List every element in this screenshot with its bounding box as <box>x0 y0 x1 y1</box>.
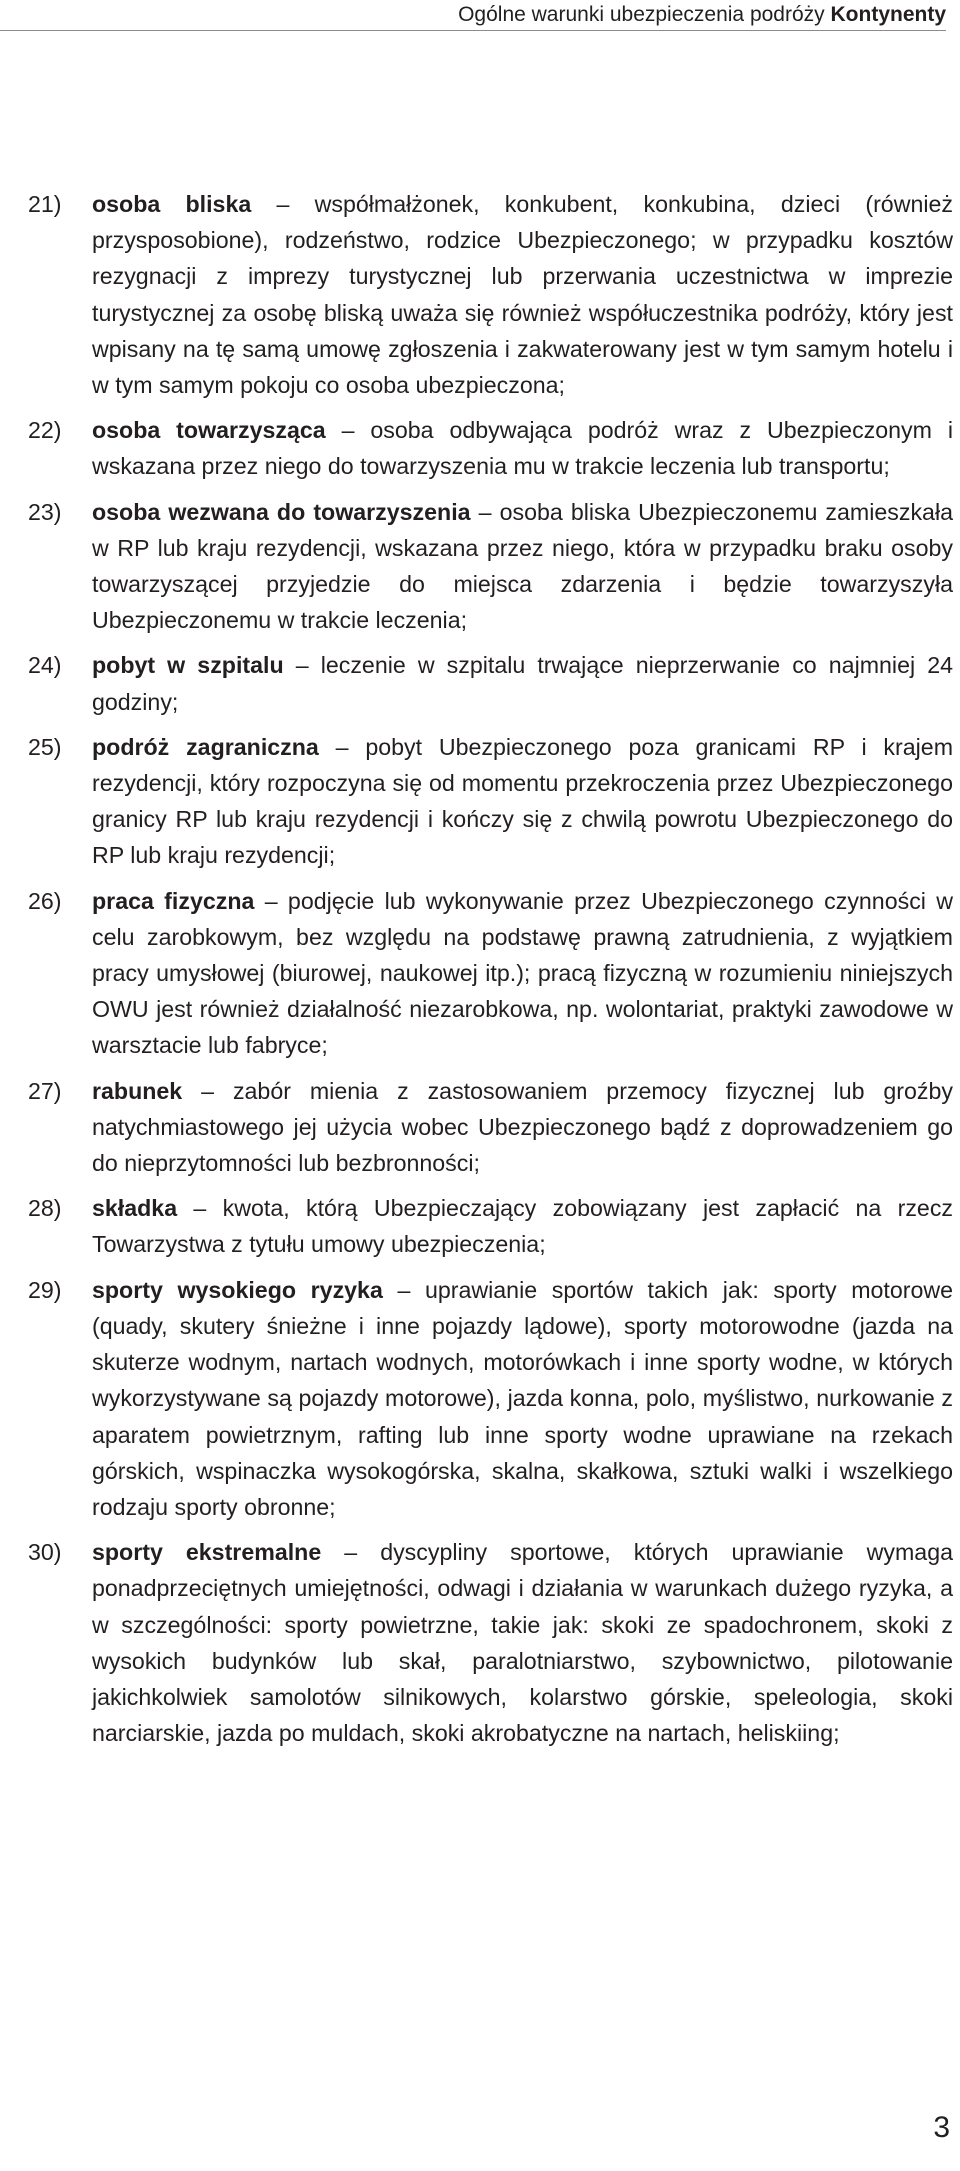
definition-number: 27) <box>28 1077 62 1104</box>
definition-term: rabunek <box>92 1077 183 1104</box>
definition-term: osoba towarzysząca <box>92 417 326 444</box>
definition-text: zabór mienia z zastosowaniem przemocy fizycznej lub groźby natychmiastowego jej użycia wobec Ubezpieczonego bądź z doprowadzeniem go do nieprzytomności lub bezbronności; <box>92 1077 954 1177</box>
definition-term: praca fizyczna <box>92 887 255 914</box>
definition-item <box>28 1272 953 1525</box>
definition-body: osoba towarzysząca – osoba odbywająca podróż wraz z Ubezpieczonym i wskazana przez niego do towarzyszenia mu w trakcie leczenia lub transportu; <box>92 417 954 480</box>
definition-text: osoba odbywająca podróż wraz z Ubezpieczonym i wskazana przez niego do towarzyszenia mu w trakcie leczenia lub transportu; <box>92 417 954 480</box>
definition-text: współmałżonek, konkubent, konkubina, dzieci (również przysposobione), rodzeństwo, rodzice Ubezpieczonego; w przypadku kosztów rezygnacji z imprezy turystycznej lub przerwania uczestnictwa w imprezie turystycznej za osobę bliską uważa się również współuczestnika podróży, który jest wpisany na tę samą umowę zgłoszenia i zakwaterowany jest w tym samym hotelu i w tym samym pokoju co osoba ubezpieczona; <box>92 191 953 399</box>
definition-text: leczenie w szpitalu trwające nieprzerwanie co najmniej 24 godziny; <box>92 652 953 715</box>
definition-text: kwota, którą Ubezpieczający zobowiązany jest zapłacić na rzecz Towarzystwa z tytułu umowy ubezpieczenia; <box>92 1195 954 1258</box>
definition-item <box>28 1190 953 1262</box>
definition-item <box>28 186 953 403</box>
product-name: Kontynenty <box>830 3 946 26</box>
definition-item <box>28 729 953 874</box>
definition-body: rabunek – zabór mienia z zastosowaniem przemocy fizycznej lub groźby natychmiastowego jej użycia wobec Ubezpieczonego bądź z doprowadzeniem go do nieprzytomności lub bezbronności; <box>92 1077 954 1177</box>
definition-term: sporty wysokiego ryzyka <box>92 1276 383 1303</box>
definition-number: 24) <box>28 652 62 679</box>
document-title: Ogólne warunki ubezpieczenia podróży <box>458 3 825 26</box>
definition-number: 26) <box>28 887 62 914</box>
definition-body: praca fizyczna – podjęcie lub wykonywanie przez Ubezpieczonego czynności w celu zarobkowym, bez względu na podstawę prawną zatrudnienia, z wyjątkiem pracy umysłowej (biurowej, naukowej itp.); pracą fizyczną w rozumieniu niniejszych OWU jest również działalność niezarobkowa, np. wolontariat, praktyki zawodowe w warsztacie lub fabryce; <box>92 887 953 1059</box>
definition-body: sporty ekstremalne – dyscypliny sportowe, których uprawianie wymaga ponadprzeciętnych umiejętności, odwagi i działania w warunkach dużego ryzyka, a w szczególności: sporty powietrzne, takie jak: skoki ze spadochronem, skoki z wysokich budynków lub skał, paralotniarstwo, szybownictwo, pilotowanie jakichkolwiek samolotów silnikowych, kolarstwo górskie, speleologia, skoki narciarskie, jazda po muldach, skoki akrobatyczne na nartach, heliskiing; <box>92 1539 953 1747</box>
definition-term: osoba bliska <box>92 191 252 217</box>
definition-item <box>28 647 953 719</box>
running-header <box>0 0 946 31</box>
definition-term: składka <box>92 1195 178 1222</box>
definition-body: pobyt w szpitalu – leczenie w szpitalu trwające nieprzerwanie co najmniej 24 godziny; <box>92 652 953 715</box>
definition-body: składka – kwota, którą Ubezpieczający zobowiązany jest zapłacić na rzecz Towarzystwa z tytułu umowy ubezpieczenia; <box>92 1195 954 1258</box>
definition-number: 28) <box>28 1195 62 1222</box>
definition-term: pobyt w szpitalu <box>92 652 284 679</box>
definition-item <box>28 883 953 1064</box>
definition-number: 23) <box>28 498 62 525</box>
definition-text: uprawianie sportów takich jak: sporty motorowe (quady, skutery śnieżne i inne pojazdy lądowe), sporty motorowodne (jazda na skuterze wodnym, nartach wodnych, motorówkach i inne sporty wodne, w których wykorzystywane są pojazdy motorowe), jazda konna, polo, myślistwo, nurkowanie z aparatem powietrznym, rafting lub inne sporty wodne uprawiane na rzekach górskich, wspinaczka wysokogórska, skalna, skałkowa, sztuki walki i wszelkiego rodzaju sporty obronne; <box>92 1276 953 1520</box>
definition-item <box>28 1534 953 1751</box>
definition-term: podróż zagraniczna <box>92 733 319 760</box>
definition-body: osoba wezwana do towarzyszenia – osoba bliska Ubezpieczonemu zamieszkała w RP lub kraju rezydencji, wskazana przez niego, która w przypadku braku osoby towarzyszącej przyjedzie do miejsca zdarzenia i będzie towarzyszyła Ubezpieczonemu w trakcie leczenia; <box>92 498 953 634</box>
definition-body: sporty wysokiego ryzyka – uprawianie sportów takich jak: sporty motorowe (quady, skutery śnieżne i inne pojazdy lądowe), sporty motorowodne (jazda na skuterze wodnym, nartach wodnych, motorówkach i inne sporty wodne, w których wykorzystywane są pojazdy motorowe), jazda konna, polo, myślistwo, nurkowanie z aparatem powietrznym, rafting lub inne sporty wodne uprawiane na rzekach górskich, wspinaczka wysokogórska, skalna, skałkowa, sztuki walki i wszelkiego rodzaju sporty obronne; <box>92 1276 953 1520</box>
definition-text: dyscypliny sportowe, których uprawianie wymaga ponadprzeciętnych umiejętności, odwagi i działania w warunkach dużego ryzyka, a w szczególności: sporty powietrzne, takie jak: skoki ze spadochronem, skoki z wysokich budynków lub skał, paralotniarstwo, szybownictwo, pilotowanie jakichkolwiek samolotów silnikowych, kolarstwo górskie, speleologia, skoki narciarskie, jazda po muldach, skoki akrobatyczne na nartach, heliskiing; <box>92 1539 953 1747</box>
definition-number: 30) <box>28 1539 62 1566</box>
definition-term: osoba wezwana do towarzyszenia <box>92 498 471 525</box>
definition-text: pobyt Ubezpieczonego poza granicami RP i krajem rezydencji, który rozpoczyna się od momentu przekroczenia przez Ubezpieczonego granicy RP lub kraju rezydencji i kończy się z chwilą powrotu Ubezpieczonego do RP lub kraju rezydencji; <box>92 733 954 869</box>
definition-body: podróż zagraniczna – pobyt Ubezpieczonego poza granicami RP i krajem rezydencji, który rozpoczyna się od momentu przekroczenia przez Ubezpieczonego granicy RP lub kraju rezydencji i kończy się z chwilą powrotu Ubezpieczonego do RP lub kraju rezydencji; <box>92 733 954 869</box>
definition-text: podjęcie lub wykonywanie przez Ubezpieczonego czynności w celu zarobkowym, bez względu na podstawę prawną zatrudnienia, z wyjątkiem pracy umysłowej (biurowej, naukowej itp.); pracą fizyczną w rozumieniu niniejszych OWU jest również działalność niezarobkowa, np. wolontariat, praktyki zawodowe w warsztacie lub fabryce; <box>92 887 953 1059</box>
definitions-list <box>28 186 953 1760</box>
definition-number: 21) <box>28 191 62 217</box>
definition-number: 25) <box>28 733 62 760</box>
definition-text: osoba bliska Ubezpieczonemu zamieszkała w RP lub kraju rezydencji, wskazana przez niego, która w przypadku braku osoby towarzyszącej przyjedzie do miejsca zdarzenia i będzie towarzyszyła Ubezpieczonemu w trakcie leczenia; <box>92 498 953 634</box>
definition-item <box>28 494 953 639</box>
definition-number: 29) <box>28 1276 62 1303</box>
definition-item <box>28 412 953 484</box>
definition-body: osoba bliska – współmałżonek, konkubent, konkubina, dzieci (również przysposobione), rodzeństwo, rodzice Ubezpieczonego; w przypadku kosztów rezygnacji z imprezy turystycznej lub przerwania uczestnictwa w imprezie turystycznej za osobę bliską uważa się również współuczestnika podróży, który jest wpisany na tę samą umowę zgłoszenia i zakwaterowany jest w tym samym hotelu i w tym samym pokoju co osoba ubezpieczona; <box>92 191 953 399</box>
page-number: 3 <box>933 2111 950 2144</box>
definition-number: 22) <box>28 417 62 444</box>
definition-item <box>28 1073 953 1182</box>
definition-term: sporty ekstremalne <box>92 1539 322 1566</box>
